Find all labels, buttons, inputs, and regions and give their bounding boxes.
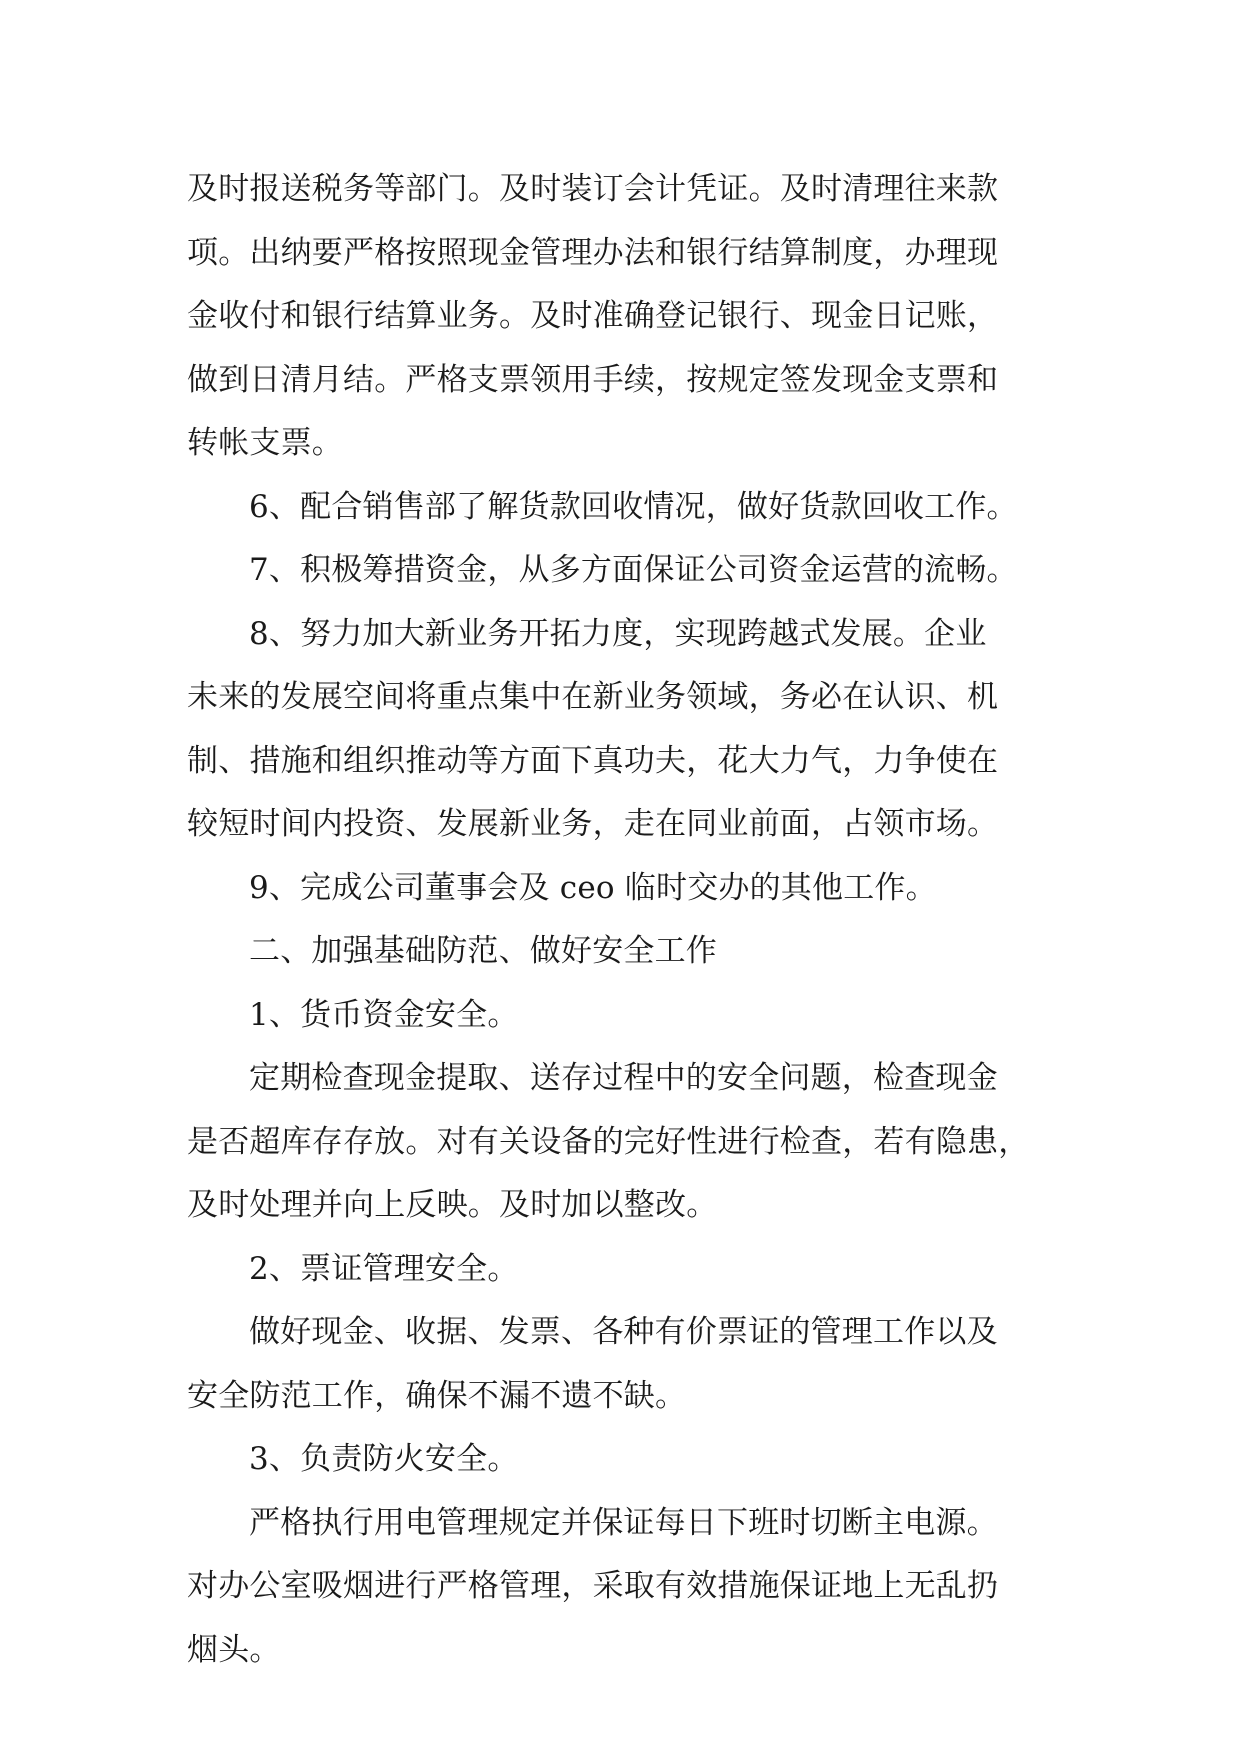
text-line: 未来的发展空间将重点集中在新业务领域，务必在认识、机 xyxy=(187,679,999,715)
text-line: 制、措施和组织推动等方面下真功夫，花大力气，力争使在 xyxy=(187,742,999,779)
text-line: 对办公室吸烟进行严格管理，采取有效措施保证地上无乱扔 xyxy=(187,1568,999,1604)
subsection-heading: 1、货币资金安全。 xyxy=(249,996,519,1033)
text-line: 金收付和银行结算业务。及时准确登记银行、现金日记账， xyxy=(187,298,999,334)
text-line: 做到日清月结。严格支票领用手续，按规定签发现金支票和 xyxy=(187,361,999,398)
text-line: 是否超库存存放。对有关设备的完好性进行检查，若有隐患， xyxy=(187,1123,1030,1160)
text-line: 严格执行用电管理规定并保证每日下班时切断主电源。 xyxy=(249,1504,998,1541)
section-heading: 二、加强基础防范、做好安全工作 xyxy=(249,933,717,969)
text-line: 6、配合销售部了解货款回收情况，做好货款回收工作。 xyxy=(249,488,1018,525)
subsection-heading: 2、票证管理安全。 xyxy=(249,1250,519,1287)
text-line: 定期检查现金提取、送存过程中的安全问题，检查现金 xyxy=(249,1060,998,1096)
text-line: 及时报送税务等部门。及时装订会计凭证。及时清理往来款 xyxy=(187,171,999,207)
text-line: 安全防范工作，确保不漏不遗不缺。 xyxy=(187,1377,687,1414)
text-line: 转帐支票。 xyxy=(187,425,343,461)
subsection-heading: 3、负责防火安全。 xyxy=(249,1441,519,1477)
text-line: 9、完成公司董事会及 ceo 临时交办的其他工作。 xyxy=(249,869,937,906)
document-body xyxy=(187,158,1067,1682)
text-line: 较短时间内投资、发展新业务，走在同业前面，占领市场。 xyxy=(187,806,999,842)
text-line: 做好现金、收据、发票、各种有价票证的管理工作以及 xyxy=(249,1314,998,1350)
text-line: 烟头。 xyxy=(187,1631,281,1668)
text-line: 及时处理并向上反映。及时加以整改。 xyxy=(187,1187,718,1223)
text-line: 7、积极筹措资金，从多方面保证公司资金运营的流畅。 xyxy=(249,552,1018,588)
text-line: 项。出纳要严格按照现金管理办法和银行结算制度，办理现 xyxy=(187,234,999,271)
text-line: 8、努力加大新业务开拓力度，实现跨越式发展。企业 xyxy=(249,615,987,652)
